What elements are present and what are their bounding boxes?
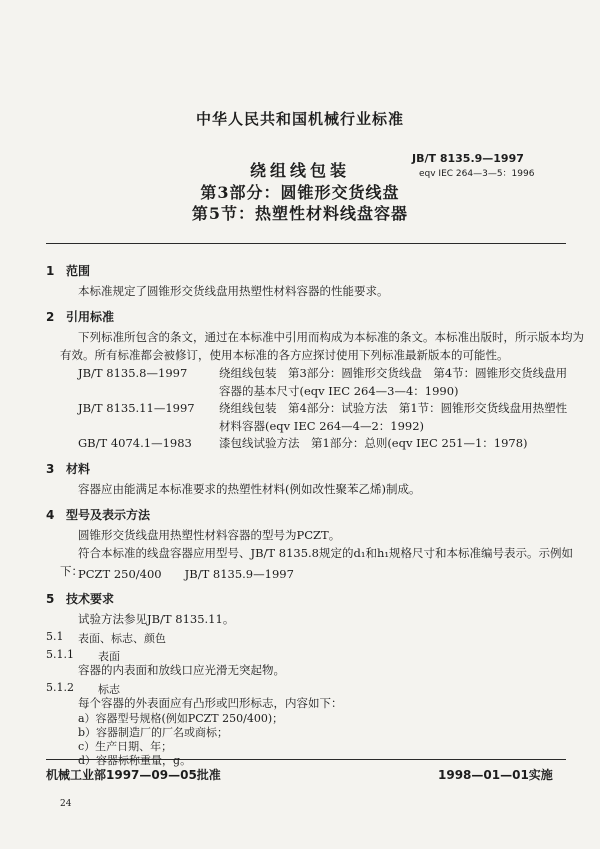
section-4-heading (46, 506, 150, 523)
section-1-number: 1 (46, 264, 55, 278)
section-5-number: 5 (46, 592, 55, 606)
section-3-heading (46, 460, 90, 477)
section-5-title: 技术要求 (66, 592, 115, 606)
reference-code: JB/T 8135.11—1997 (78, 401, 195, 415)
subsection-5-1-2-number: 5.1.2 (46, 681, 74, 694)
subsection-5-1-number: 5.1 (46, 630, 64, 643)
reference-description: 绕组线包装 第3部分：圆锥形交货线盘 第4节：圆锥形交货线盘用容器的基本尺寸(eqv IEC 264—3—4：1990) (219, 366, 568, 398)
section-5-text: 试验方法参见JB/T 8135.11。 (78, 612, 235, 626)
section-4-number: 4 (46, 508, 55, 522)
list-item: a）容器型号规格(例如PCZT 250/400)； (78, 712, 284, 725)
list-item: b）容器制造厂的厂名或商标； (78, 726, 229, 739)
subsection-5-1-1-text: 容器的内表面和放线口应光滑无突起物。 (78, 663, 285, 677)
section-4-example: PCZT 250/400 JB/T 8135.9—1997 (78, 567, 294, 581)
page-number: 24 (60, 799, 72, 809)
section-2-text-line1: 下列标准所包含的条文，通过在本标准中引用而构成为本标准的条文。本标准出版时，所示版本均为 (78, 330, 584, 344)
subsection-5-1-title: 表面、标志、颜色 (78, 632, 166, 645)
section-1-title: 范围 (66, 264, 91, 278)
section-4-text-1: 圆锥形交货线盘用热塑性材料容器的型号为PCZT。 (78, 528, 341, 542)
reference-row (0, 434, 600, 452)
section-4-text-3: 下： (60, 564, 83, 578)
section-4-text-2: 符合本标准的线盘容器应用型号、JB/T 8135.8规定的d₁和h₁规格尺寸和本标准编号表示。示例如 (78, 546, 573, 560)
title-line-1: 绕组线包装 (249, 161, 350, 180)
section-2-heading (46, 308, 114, 325)
section-1-text: 本标准规定了圆锥形交货线盘用热塑性材料容器的性能要求。 (78, 284, 389, 298)
subsection-5-1-2-title: 标志 (98, 683, 120, 696)
section-1-heading (46, 262, 90, 279)
section-3-title: 材料 (66, 462, 91, 476)
subsection-5-1-2-text: 每个容器的外表面应有凸形或凹形标志，内容如下： (78, 696, 343, 710)
org-title: 中华人民共和国机械行业标准 (195, 110, 404, 128)
subsection-5-1-1-number: 5.1.1 (46, 648, 74, 661)
reference-description: 漆包线试验方法 第1部分：总则(eqv IEC 251—1：1978) (219, 436, 528, 450)
section-3-number: 3 (46, 462, 55, 476)
approval-date: 机械工业部1997—09—05批准 (46, 768, 221, 782)
reference-row (0, 364, 600, 400)
header-rule (46, 243, 566, 244)
standard-eqv: eqv IEC 264—3—5：1996 (419, 169, 535, 179)
reference-code: JB/T 8135.8—1997 (78, 366, 188, 380)
section-2-number: 2 (46, 310, 55, 324)
reference-code: GB/T 4074.1—1983 (78, 436, 192, 450)
section-5-heading (46, 590, 114, 607)
section-3-text: 容器应由能满足本标准要求的热塑性材料(例如改性聚苯乙烯)制成。 (78, 482, 421, 496)
title-line-3: 第5节：热塑性材料线盘容器 (191, 204, 409, 223)
title-line-2: 第3部分：圆锥形交货线盘 (200, 183, 400, 202)
section-2-title: 引用标准 (66, 310, 115, 324)
section-4-title: 型号及表示方法 (66, 508, 151, 522)
list-item: c）生产日期、年； (78, 740, 173, 753)
effective-date: 1998—01—01实施 (438, 768, 553, 782)
subsection-5-1-1-title: 表面 (98, 650, 120, 663)
standard-code: JB/T 8135.9—1997 (412, 152, 524, 165)
reference-row (0, 399, 600, 435)
reference-description: 绕组线包装 第4部分：试验方法 第1节：圆锥形交货线盘用热塑性材料容器(eqv IEC 264—4—2：1992) (219, 401, 568, 433)
list-item: d）容器标称重量，g。 (78, 754, 192, 767)
section-2-text-line2: 有效。所有标准都会被修订，使用本标准的各方应探讨使用下列标准最新版本的可能性。 (60, 348, 509, 362)
